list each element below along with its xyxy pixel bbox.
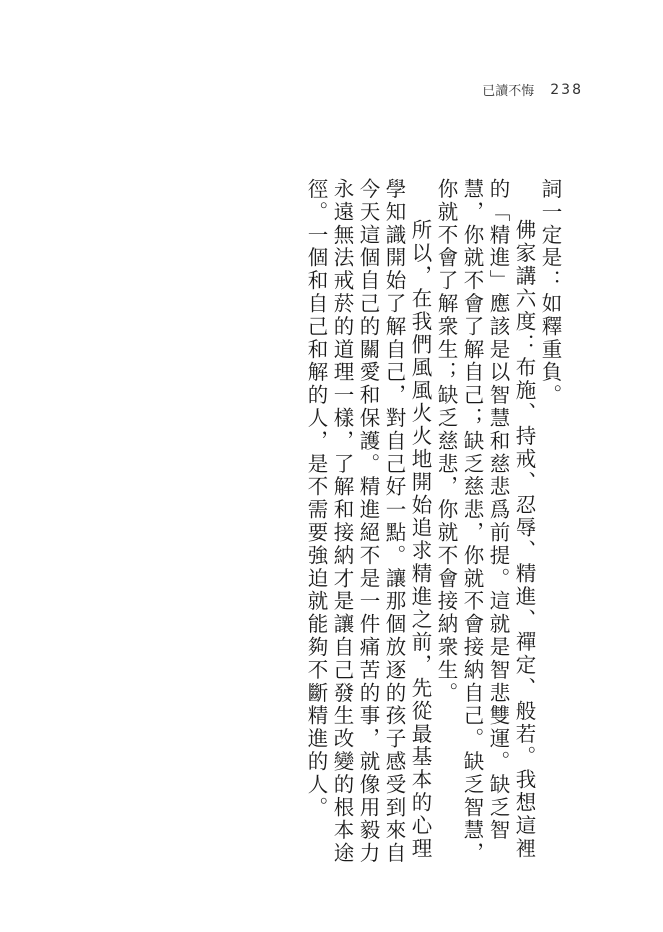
vertical-text-body: [93, 178, 563, 868]
running-header: [482, 80, 583, 99]
book-title: 已讀不悔: [482, 84, 535, 99]
paragraph-2: 佛家講六度：布施、持戒、忍辱、精進、禪定、般若。我想這裡的「精進」應該是以智慧和慈悲爲前提。這就是智悲雙運。缺乏智慧，你就不會了解自己；缺乏慈悲，你就不會接納自己。缺乏智慧，你就不會了解衆生；缺乏慈悲，你就不會接納衆生。: [434, 178, 536, 865]
page-number: 238: [550, 81, 583, 98]
paragraph-3: 所以，在我們風風火火地開始追求精進之前，先從最基本的心理學知識開始了解自己，對自己好一點。讓那個放逐的孩子感受到來自今天這個自己的關愛和保護。精進絕不是一件痛苦的事，就像用毅力永遠無法戒菸的道理一樣，了解和接納才是讓自己發生改變的根本途徑。一個和自己和解的人，是不需要強迫就能夠不斷精進的人。: [304, 178, 432, 865]
paragraph-1: 詞一定是：如釋重負。: [538, 178, 562, 407]
